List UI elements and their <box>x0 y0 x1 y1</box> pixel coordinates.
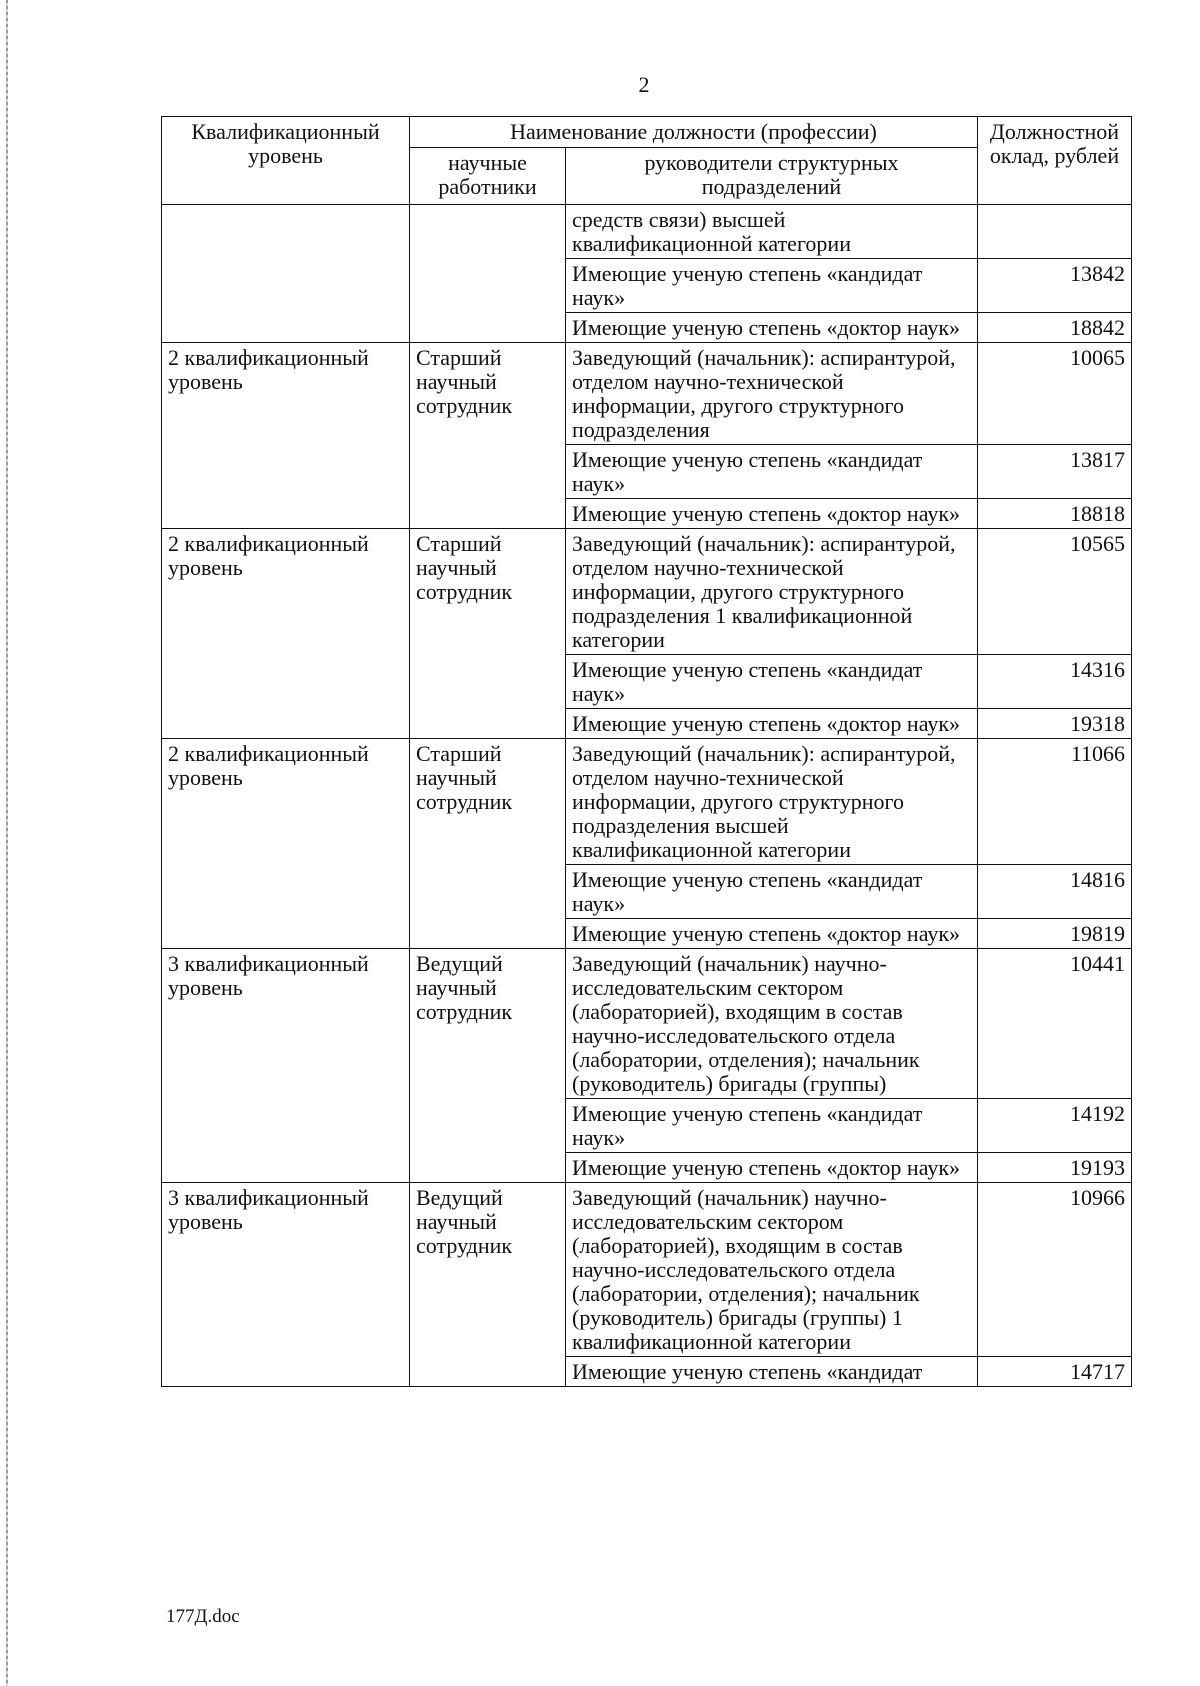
level-cell: 2 квалификационный уровень <box>162 739 410 949</box>
position-cell: Имеющие ученую степень «кандидат наук» <box>566 259 978 313</box>
position-cell: Имеющие ученую степень «кандидат наук» <box>566 445 978 499</box>
researcher-cell: Старший научный сотрудник <box>410 343 566 529</box>
header-salary: Должностной оклад, рублей <box>978 117 1132 205</box>
table-row <box>162 343 1132 445</box>
position-cell: Заведующий (начальник) научно-исследовательским сектором (лабораторией), входящим в состав научно-исследовательского отдела (лаборатории, отделения); начальник (руководитель) бригады (группы) 1 квалификационной категории <box>566 1183 978 1357</box>
position-cell: Имеющие ученую степень «кандидат наук» <box>566 655 978 709</box>
position-cell: Имеющие ученую степень «доктор наук» <box>566 313 978 343</box>
salary-cell: 19819 <box>978 919 1132 949</box>
position-cell: Имеющие ученую степень «доктор наук» <box>566 919 978 949</box>
researcher-cell: Старший научный сотрудник <box>410 739 566 949</box>
position-cell: средств связи) высшей квалификационной категории <box>566 205 978 259</box>
salary-cell: 14816 <box>978 865 1132 919</box>
researcher-cell: Ведущий научный сотрудник <box>410 1183 566 1387</box>
position-cell: Имеющие ученую степень «кандидат наук» <box>566 865 978 919</box>
position-cell: Заведующий (начальник): аспирантурой, отделом научно-технической информации, другого структурного подразделения <box>566 343 978 445</box>
salary-cell: 13842 <box>978 259 1132 313</box>
salary-cell: 18818 <box>978 499 1132 529</box>
salary-cell: 10441 <box>978 949 1132 1099</box>
position-cell: Имеющие ученую степень «кандидат наук» <box>566 1099 978 1153</box>
salary-cell: 14316 <box>978 655 1132 709</box>
salary-cell: 19318 <box>978 709 1132 739</box>
position-cell: Заведующий (начальник): аспирантурой, отделом научно-технической информации, другого структурного подразделения 1 квалификационной категории <box>566 529 978 655</box>
position-cell: Имеющие ученую степень «доктор наук» <box>566 499 978 529</box>
header-heads: руководители структурных подразделений <box>566 148 978 205</box>
salary-table <box>161 116 1132 1387</box>
table-row <box>162 949 1132 1099</box>
header-researchers: научные работники <box>410 148 566 205</box>
table-row <box>162 205 1132 259</box>
position-cell: Имеющие ученую степень «доктор наук» <box>566 709 978 739</box>
footer-filename: 177Д.doc <box>166 1606 240 1627</box>
salary-cell: 11066 <box>978 739 1132 865</box>
salary-cell: 10966 <box>978 1183 1132 1357</box>
salary-cell: 13817 <box>978 445 1132 499</box>
level-cell: 3 квалификационный уровень <box>162 949 410 1183</box>
table-body <box>162 205 1132 1387</box>
salary-cell: 18842 <box>978 313 1132 343</box>
salary-cell: 14717 <box>978 1357 1132 1387</box>
researcher-cell <box>410 205 566 343</box>
position-cell: Имеющие ученую степень «доктор наук» <box>566 1153 978 1183</box>
header-position: Наименование должности (профессии) <box>410 117 978 148</box>
level-cell <box>162 205 410 343</box>
table-row <box>162 1183 1132 1357</box>
table-row <box>162 529 1132 655</box>
salary-cell: 10065 <box>978 343 1132 445</box>
salary-cell <box>978 205 1132 259</box>
salary-cell: 10565 <box>978 529 1132 655</box>
level-cell: 3 квалификационный уровень <box>162 1183 410 1387</box>
position-cell: Заведующий (начальник) научно-исследовательским сектором (лабораторией), входящим в состав научно-исследовательского отдела (лаборатории, отделения); начальник (руководитель) бригады (группы) <box>566 949 978 1099</box>
table-row <box>162 739 1132 865</box>
position-cell: Имеющие ученую степень «кандидат <box>566 1357 978 1387</box>
position-cell: Заведующий (начальник): аспирантурой, отделом научно-технической информации, другого структурного подразделения высшей квалификационной категории <box>566 739 978 865</box>
salary-cell: 19193 <box>978 1153 1132 1183</box>
researcher-cell: Старший научный сотрудник <box>410 529 566 739</box>
scan-edge-artifact <box>6 0 8 1686</box>
level-cell: 2 квалификационный уровень <box>162 529 410 739</box>
header-level: Квалификационный уровень <box>162 117 410 205</box>
page-number: 2 <box>638 72 650 97</box>
salary-cell: 14192 <box>978 1099 1132 1153</box>
researcher-cell: Ведущий научный сотрудник <box>410 949 566 1183</box>
level-cell: 2 квалификационный уровень <box>162 343 410 529</box>
table-header <box>162 117 1132 205</box>
